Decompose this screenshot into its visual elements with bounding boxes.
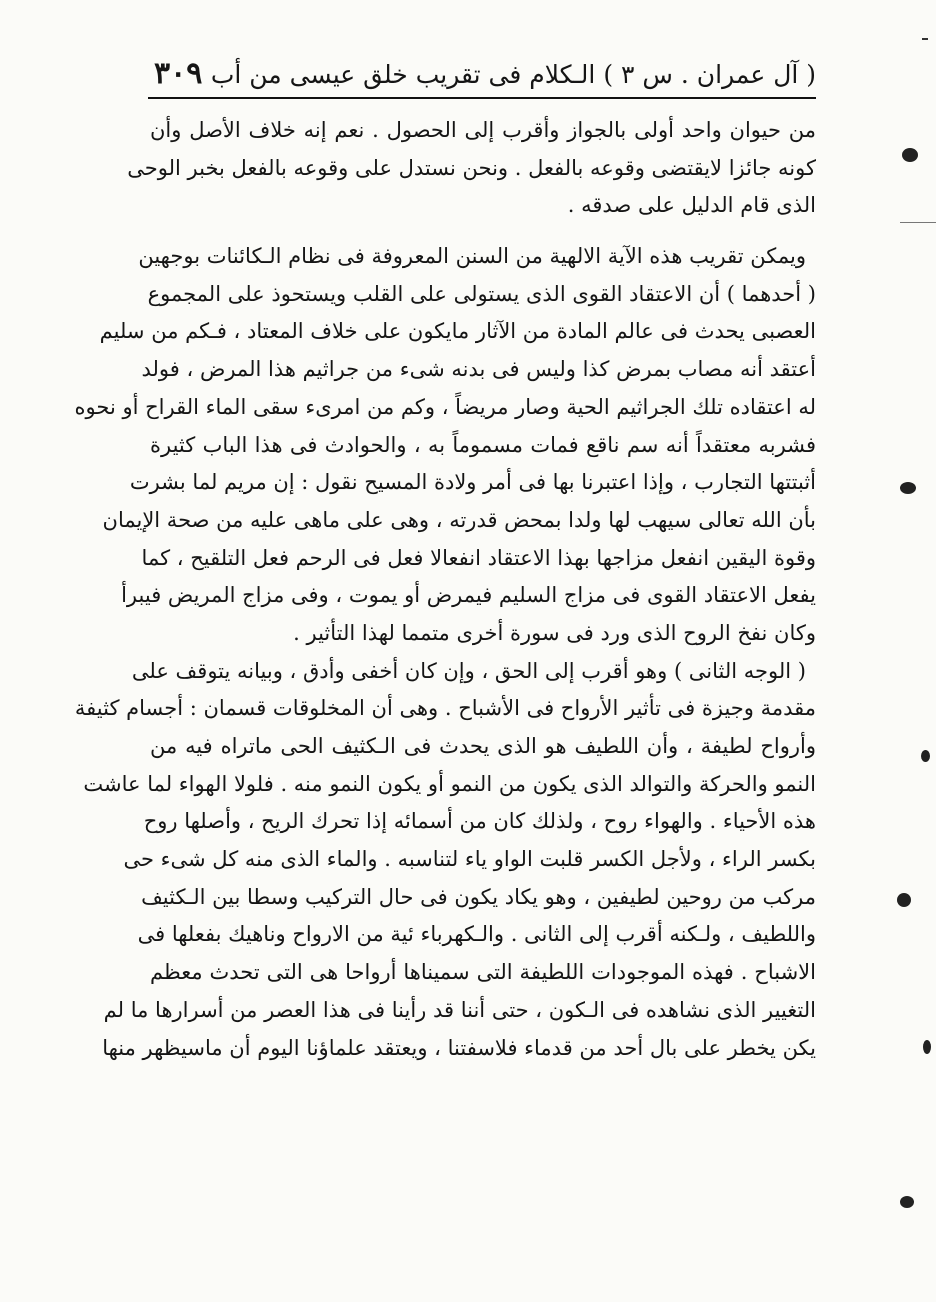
text-line: واللطيف ، ولـكنه أقرب إلى الثانى . والـكهرباء ئية من الارواح وناهيك بفعلها فى — [137, 922, 816, 947]
text-line: فشربه معتقداً أنه سم ناقع فمات مسموماً به ، والحوادث فى هذا الباب كثيرة — [150, 432, 816, 457]
ink-blot — [923, 1040, 931, 1054]
text-line: النمو والحركة والتوالد الذى يكون من النمو أو يكون النمو منه . فلولا الهواء لما عاشت — [83, 771, 816, 796]
page-number: ٣٠٩ — [154, 56, 203, 91]
text-line: وقوة اليقين انفعل مزاجها بهذا الاعتقاد انفعالا فعل فى الرحم فعل التلقيح ، كما — [141, 545, 816, 570]
ink-blot — [902, 148, 918, 162]
ink-blot — [900, 482, 916, 494]
text-line: ويمكن تقريب هذه الآية الالهية من السنن المعروفة فى نظام الـكائنات بوجهين — [138, 244, 806, 269]
header-title: ( آل عمران . س ٣ ) الـكلام فى تقريب خلق عيسى من أب — [210, 60, 816, 89]
text-line: أثبتتها التجارب ، وإذا اعتبرنا بها فى أمر ولادة المسيح نقول : إن مريم لما بشرت — [129, 470, 816, 495]
body-text — [74, 112, 816, 1067]
text-line: بأن الله تعالى سيهب لها ولدا بمحض قدرته ، وهى على ماهى عليه من صحة الإيمان — [102, 507, 816, 532]
text-line: كونه جائزا لايقتضى وقوعه بالفعل . ونحن نستدل على وقوعه بالفعل بخبر الوحى — [127, 155, 816, 180]
text-line: وكان نفخ الروح الذى ورد فى سورة أخرى متمما لهذا التأثير . — [293, 620, 816, 645]
text-line: من حيوان واحد أولى بالجواز وأقرب إلى الحصول . نعم إنه خلاف الأصل وأن — [150, 118, 816, 142]
text-line: ( أحدهما ) أن الاعتقاد القوى الذى يستولى على القلب ويستحوذ على المجموع — [147, 281, 816, 306]
header-rule — [148, 97, 816, 99]
running-header — [148, 58, 816, 94]
text-line: يكن يخطر على بال أحد من قدماء فلاسفتنا ، ويعتقد علماؤنا اليوم أن ماسيظهر منها — [102, 1035, 816, 1060]
text-line: وأرواح لطيفة ، وأن اللطيف هو الذى يحدث فى الـكثيف الحى ماتراه فيه من — [150, 734, 816, 758]
text-line: أعتقد أنه مصاب بمرض كذا وليس فى بدنه شىء من جراثيم هذا المرض ، فولد — [141, 357, 816, 382]
text-line: التغيير الذى نشاهده فى الـكون ، حتى أننا قد رأينا فى هذا العصر من أسرارها ما لم — [103, 997, 816, 1022]
text-line: هذه الأحياء . والهواء روح ، ولذلك كان من أسمائه إذا تحرك الريح ، وأصلها روح — [143, 809, 816, 834]
text-line: ( الوجه الثانى ) وهو أقرب إلى الحق ، وإن كان أخفى وأدق ، وبيانه يتوقف على — [131, 658, 806, 683]
scan-speck — [900, 222, 936, 223]
text-line: مركب من روحين لطيفين ، وهو يكاد يكون فى حال التركيب وسطا بين الـكثيف — [141, 884, 816, 909]
ink-blot — [900, 1196, 914, 1208]
ink-blot — [921, 750, 930, 762]
text-line: العصبى يحدث فى عالم المادة من الآثار مايكون على خلاف المعتاد ، فـكم من سليم — [99, 319, 816, 344]
text-line: يفعل الاعتقاد القوى فى مزاج السليم فيمرض أو يموت ، وفى مزاج المريض فيبرأ — [121, 583, 816, 608]
text-line: له اعتقاده تلك الجراثيم الحية وصار مريضاً ، وكم من امرىء سقى الماء القراح أو نحوه — [74, 394, 816, 419]
text-line: الذى قام الدليل على صدقه . — [567, 193, 816, 218]
scan-speck — [922, 38, 928, 40]
text-line: الاشباح . فهذه الموجودات اللطيفة التى سميناها أرواحا هى التى تحدث معظم — [150, 960, 816, 985]
ink-blot — [897, 893, 911, 907]
text-line: بكسر الراء ، ولأجل الكسر قلبت الواو ياء لتناسبه . والماء الذى منه كل شىء حى — [123, 847, 816, 872]
text-line: مقدمة وجيزة فى تأثير الأرواح فى الأشباح . وهى أن المخلوقات قسمان : أجسام كثيفة — [74, 696, 816, 721]
